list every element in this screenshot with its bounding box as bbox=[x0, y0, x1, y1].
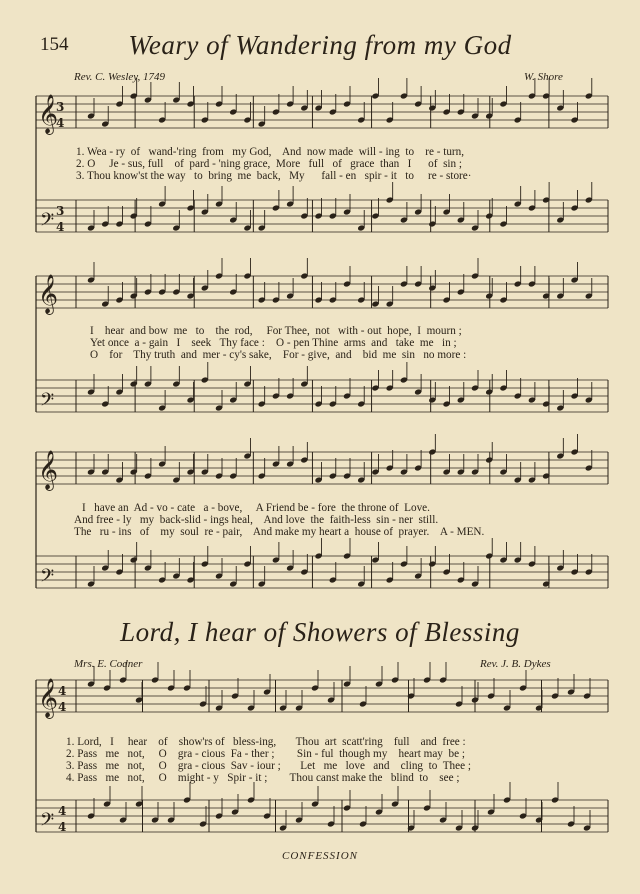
verse-line: 4. Pass me not, O might - y Spir - it ; Thou canst make the blind to see ; bbox=[66, 772, 460, 784]
verse-line: 3. Thou know'st the way to bring me back, My fall - en spir - it to re - store· bbox=[76, 170, 472, 182]
time-signature: 4 bbox=[58, 700, 67, 715]
verse-line: 1. Wea - ry of wand-'ring from my God, And now made will - ing to re - turn, bbox=[76, 146, 465, 158]
treble-clef: 𝄞 bbox=[38, 677, 59, 718]
lyricist-credit: Rev. C. Wesley, 1749 bbox=[74, 71, 166, 83]
time-signature: 4 bbox=[58, 804, 67, 819]
hymn-title: Lord, I hear of Showers of Blessing bbox=[120, 617, 520, 647]
composer-credit: W. Shore bbox=[524, 71, 563, 83]
verse-line: O for Thy truth and mer - cy's sake, For - give, and bid me sin no more : bbox=[90, 349, 467, 361]
verse-line: Yet once a - gain I seek Thy face : O - pen Thine arms and take me in ; bbox=[90, 337, 457, 349]
treble-clef: 𝄞 bbox=[38, 93, 59, 134]
composer-credit: Rev. J. B. Dykes bbox=[480, 658, 551, 670]
treble-clef: 𝄞 bbox=[38, 449, 59, 490]
time-signature: 4 bbox=[56, 220, 65, 235]
hymn-title: Weary of Wandering from my God bbox=[128, 30, 512, 60]
time-signature: 4 bbox=[58, 820, 67, 835]
bass-clef: 𝄢 bbox=[40, 809, 55, 835]
time-signature: 4 bbox=[58, 684, 67, 699]
verse-line: 1. Lord, I hear of show'rs of bless-ing, Thou art scatt'ring full and free : bbox=[66, 736, 466, 748]
bass-clef: 𝄢 bbox=[40, 565, 55, 591]
time-signature: 3 bbox=[56, 204, 65, 219]
topic-footer: CONFESSION bbox=[282, 850, 358, 862]
verse-line: 3. Pass me not, O gra - cious Sav - iour ; Let me love and cling to Thee ; bbox=[66, 760, 471, 772]
verse-line: I hear and bow me to the rod, For Thee, not with - out hope, I mourn ; bbox=[90, 325, 462, 337]
bass-clef: 𝄢 bbox=[40, 209, 55, 235]
verse-line: 2. Pass me not, O gra - cious Fa - ther ; Sin - ful though my heart may be ; bbox=[66, 748, 465, 760]
time-signature: 4 bbox=[56, 116, 65, 131]
time-signature: 3 bbox=[56, 100, 65, 115]
verse-line: And free - ly my back-slid - ings heal, And love the faith-less sin - ner still. bbox=[74, 514, 439, 526]
verse-line: 2. O Je - sus, full of pard - 'ning grace, More full of grace than I of sin ; bbox=[76, 158, 463, 170]
treble-clef: 𝄞 bbox=[38, 273, 59, 314]
lyricist-credit: Mrs. E. Codner bbox=[74, 658, 143, 670]
page-number: 154 bbox=[40, 34, 69, 55]
verse-line: The ru - ins of my soul re - pair, And make my heart a house of prayer. A - MEN. bbox=[74, 526, 485, 538]
bass-clef: 𝄢 bbox=[40, 389, 55, 415]
verse-line: I have an Ad - vo - cate a - bove, A Friend be - fore the throne of Love. bbox=[82, 502, 430, 514]
